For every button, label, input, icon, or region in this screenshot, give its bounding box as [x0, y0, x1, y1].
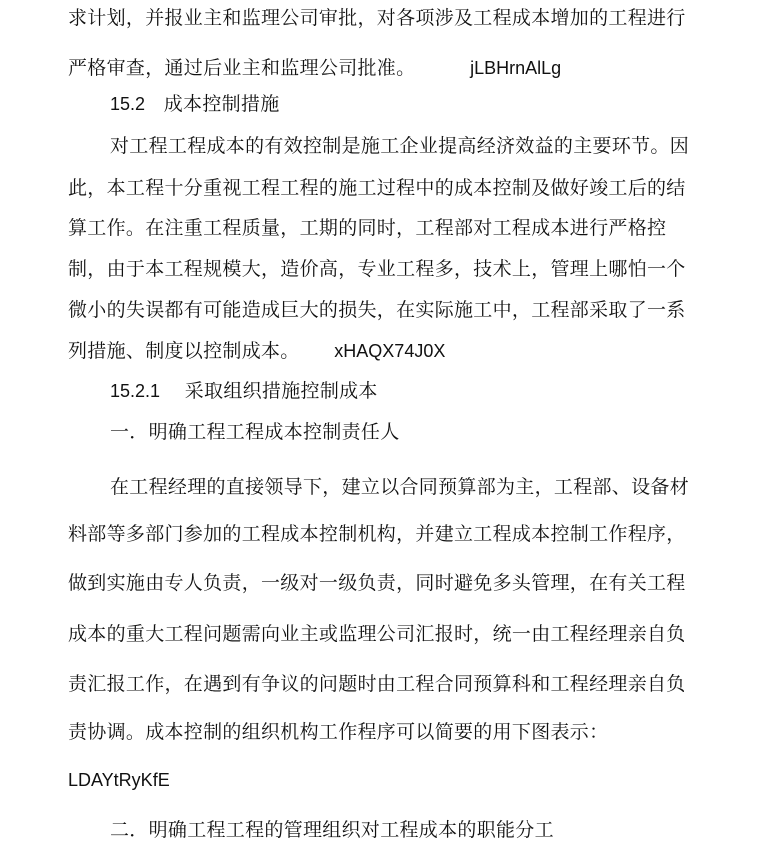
watermark-code: xHAQX74J0X: [334, 341, 446, 361]
subsection-number: 15.2.1: [110, 381, 161, 401]
paragraph-line: [68, 521, 686, 547]
list-item: [110, 817, 554, 843]
paragraph-line: [68, 621, 686, 647]
paragraph-text: 求计划，并报业主和监理公司审批，对各项涉及工程成本增加的工程进行: [68, 7, 686, 29]
paragraph-text: 对工程工程成本的有效控制是施工企业提高经济效益的主要环节。因: [110, 135, 690, 157]
paragraph-text: 责协调。成本控制的组织机构工作程序可以简要的用下图表示：: [68, 721, 609, 743]
paragraph-text: 微小的失误都有可能造成巨大的损失，在实际施工中，工程部采取了一系: [68, 299, 686, 321]
subsection-title: 采取组织措施控制成本: [184, 380, 378, 402]
paragraph-line: [68, 175, 686, 201]
paragraph-line: [68, 256, 686, 282]
paragraph-text: 严格审查，通过后业主和监理公司批准。: [68, 57, 416, 79]
code-line: [68, 767, 170, 793]
list-item-text: 一．明确工程工程成本控制责任人: [110, 421, 400, 443]
section-title: 成本控制措施: [163, 93, 280, 115]
section-number: 15.2: [110, 94, 146, 114]
paragraph-text: 责汇报工作，在遇到有争议的问题时由工程合同预算科和工程经理亲自负: [68, 673, 686, 695]
paragraph-line: [110, 474, 689, 500]
paragraph-line: [68, 338, 445, 364]
paragraph-line: [68, 570, 686, 596]
paragraph-line: [68, 297, 686, 323]
paragraph-text: 此，本工程十分重视工程工程的施工过程中的成本控制及做好竣工后的结: [68, 177, 686, 199]
subsection-heading: [110, 378, 378, 404]
list-item-text: 二．明确工程工程的管理组织对工程成本的职能分工: [110, 819, 554, 841]
paragraph-line: [68, 215, 666, 241]
paragraph-line: [68, 719, 608, 745]
paragraph-text: 做到实施由专人负责，一级对一级负责，同时避免多头管理，在有关工程: [68, 572, 686, 594]
paragraph-line: [68, 55, 561, 81]
list-item: [110, 419, 400, 445]
section-heading: [110, 91, 280, 117]
paragraph-text: 成本的重大工程问题需向业主或监理公司汇报时，统一由工程经理亲自负: [68, 623, 686, 645]
paragraph-text: 制，由于本工程规模大，造价高，专业工程多，技术上，管理上哪怕一个: [68, 258, 686, 280]
paragraph-line: [68, 5, 686, 31]
paragraph-text: 在工程经理的直接领导下，建立以合同预算部为主，工程部、设备材: [110, 476, 690, 498]
paragraph-text: 算工作。在注重工程质量，工期的同时，工程部对工程成本进行严格控: [68, 217, 667, 239]
paragraph-line: [68, 671, 686, 697]
paragraph-text: 料部等多部门参加的工程成本控制机构，并建立工程成本控制工作程序，: [68, 523, 686, 545]
paragraph-line: [110, 133, 689, 159]
watermark-code: jLBHrnAlLg: [470, 58, 562, 78]
watermark-code: LDAYtRyKfE: [68, 770, 170, 790]
paragraph-text: 列措施、制度以控制成本。: [68, 340, 300, 362]
